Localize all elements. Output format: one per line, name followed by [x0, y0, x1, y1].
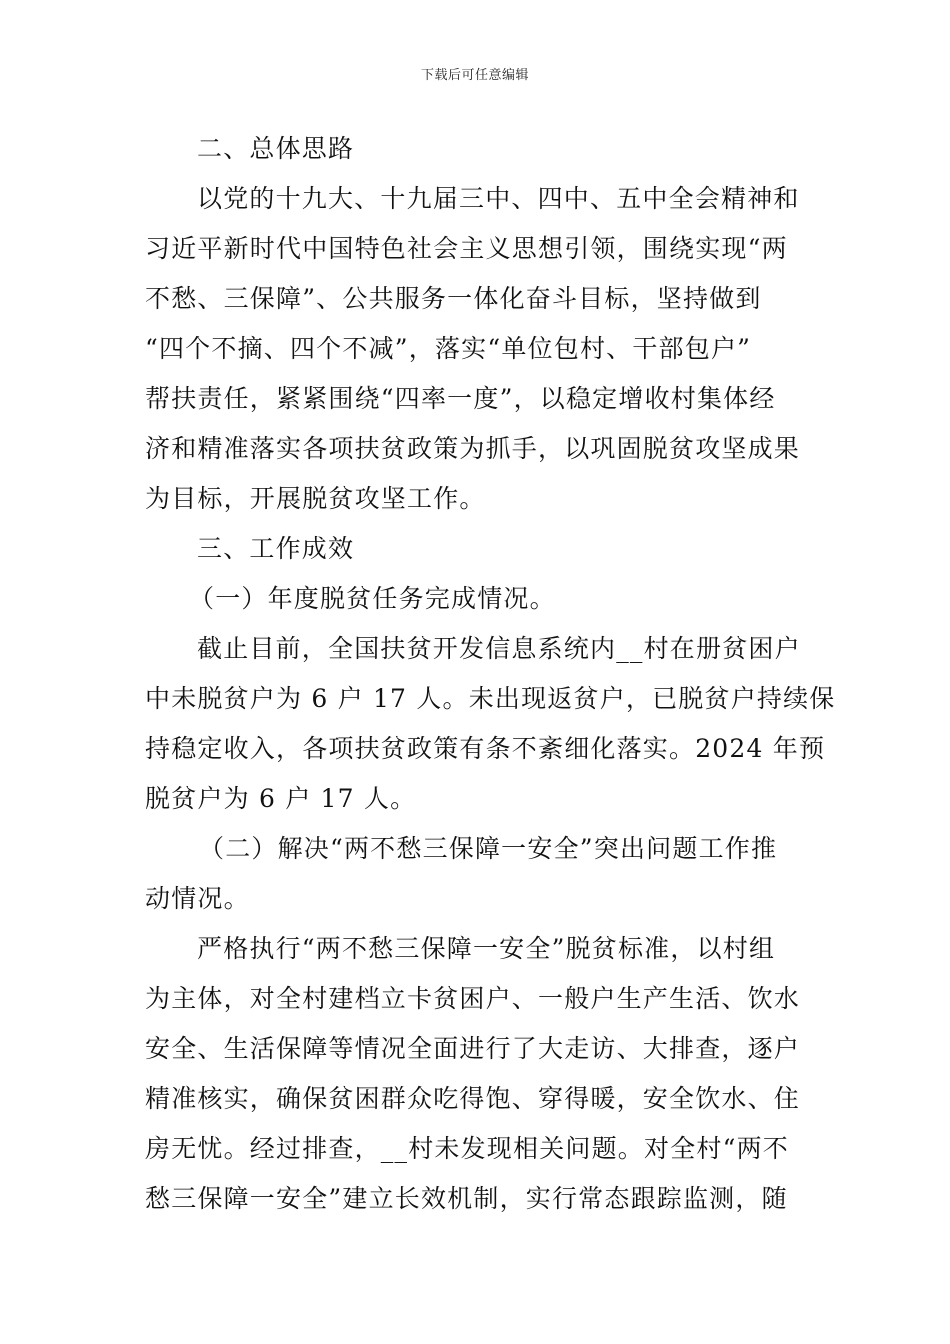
subsection-heading: （二）解决“两不愁三保障一安全”突出问题工作推 [199, 834, 778, 863]
paragraph-line: 严格执行“两不愁三保障一安全”脱贫标准，以村组 [197, 934, 776, 963]
paragraph-line: 以党的十九大、十九届三中、四中、五中全会精神和 [197, 184, 800, 213]
paragraph-line: 为主体，对全村建档立卡贫困户、一般户生产生活、饮水 [145, 984, 801, 1013]
paragraph-line: “四个不摘、四个不减”，落实“单位包村、干部包户” [145, 334, 752, 363]
section-heading: 三、工作成效 [197, 534, 355, 563]
paragraph-line: 愁三保障一安全”建立长效机制，实行常态跟踪监测，随 [145, 1184, 788, 1213]
subsection-heading-cont: 动情况。 [145, 884, 250, 913]
subsection-heading: （一）年度脱贫任务完成情况。 [189, 584, 556, 613]
paragraph-line: 安全、生活保障等情况全面进行了大走访、大排查，逐户 [145, 1034, 801, 1063]
paragraph-line: 帮扶责任，紧紧围绕“四率一度”，以稳定增收村集体经 [145, 384, 776, 413]
paragraph-line: 脱贫户为 6 户 17 人。 [145, 784, 417, 813]
paragraph-line: 截止目前，全国扶贫开发信息系统内__村在册贫困户 [197, 634, 801, 663]
paragraph-line: 济和精准落实各项扶贫政策为抓手，以巩固脱贫攻坚成果 [145, 434, 801, 463]
document-body [145, 124, 836, 1224]
paragraph-line: 房无忧。经过排查，__村未发现相关问题。对全村“两不 [145, 1134, 789, 1163]
paragraph-line: 不愁、三保障”、公共服务一体化奋斗目标，坚持做到 [145, 284, 762, 313]
section-heading: 二、总体思路 [197, 134, 355, 163]
paragraph-line: 习近平新时代中国特色社会主义思想引领，围绕实现“两 [145, 234, 788, 263]
paragraph-line: 精准核实，确保贫困群众吃得饱、穿得暖，安全饮水、住 [145, 1084, 801, 1113]
paragraph-line: 为目标，开展脱贫攻坚工作。 [145, 484, 486, 513]
paragraph-line: 中未脱贫户为 6 户 17 人。未出现返贫户，已脱贫户持续保 [145, 684, 836, 713]
page-header: 下载后可任意编辑 [420, 68, 529, 83]
paragraph-line: 持稳定收入，各项扶贫政策有条不紊细化落实。2024 年预 [145, 734, 826, 763]
